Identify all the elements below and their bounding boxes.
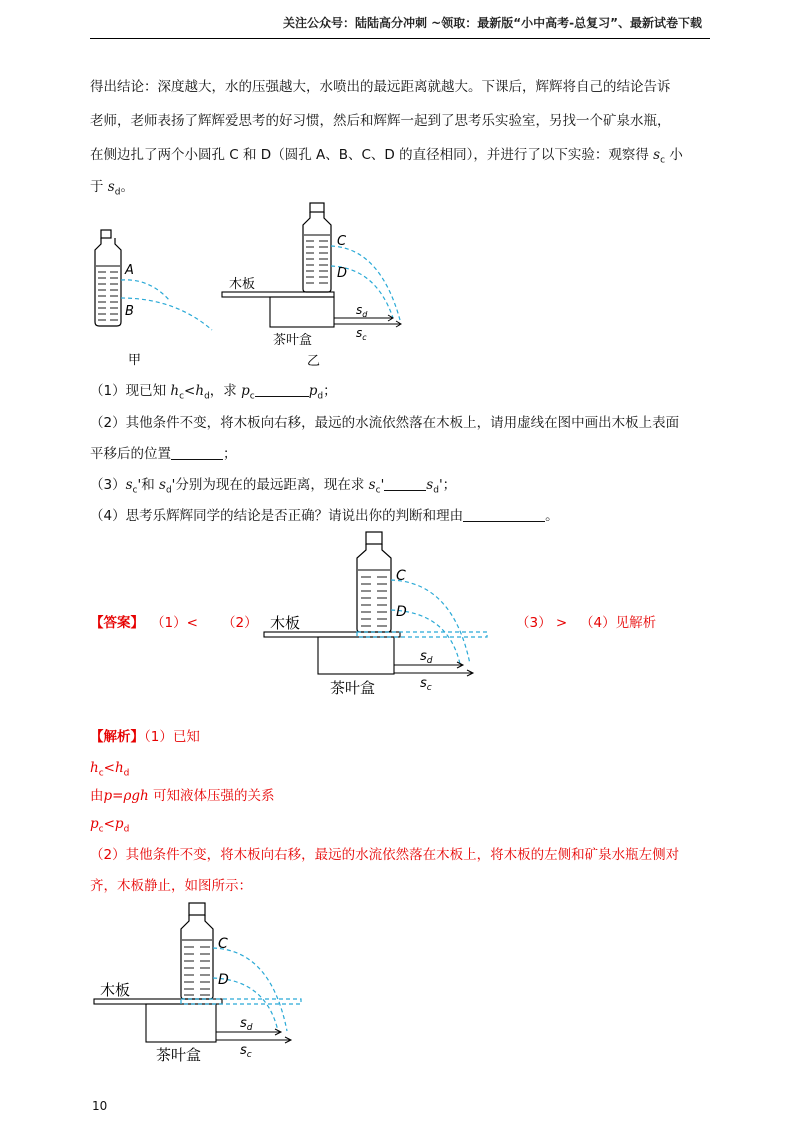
symbol-h: h xyxy=(170,383,180,399)
tea-box xyxy=(318,637,394,674)
symbol-h: h xyxy=(195,383,205,399)
question-2-line-2 xyxy=(90,445,237,463)
analysis-line-3 xyxy=(90,787,275,805)
q2-end: ； xyxy=(223,446,237,462)
answer-3: （3） > xyxy=(516,615,568,631)
caption-yi: 乙 xyxy=(307,354,321,369)
label-sd: $s_d$ xyxy=(240,1016,253,1033)
question-4 xyxy=(90,507,559,525)
label-A: A xyxy=(125,263,134,278)
subscript-d: d xyxy=(123,824,130,835)
subscript-c: c xyxy=(249,391,255,402)
subscript-d: d xyxy=(433,485,439,496)
label-C: C xyxy=(218,936,228,952)
label-sc: $s_c$ xyxy=(356,326,367,342)
symbol-s: s xyxy=(653,147,661,163)
subscript-d: d xyxy=(123,768,130,779)
subscript-c: c xyxy=(660,155,666,166)
label-board: 木板 xyxy=(270,614,301,632)
symbol-h: h xyxy=(114,760,124,776)
label-sc: $s_c$ xyxy=(240,1043,252,1060)
label-C: C xyxy=(337,234,347,249)
board xyxy=(222,292,334,297)
intro-line-3-text: 在侧边扎了两个小圆孔 C 和 D（圆孔 A、B、C、D 的直径相同），并进行了以下实验：观察得 xyxy=(90,147,649,163)
label-board: 木板 xyxy=(100,981,131,999)
analysis-line-4 xyxy=(90,815,129,839)
label-C: C xyxy=(396,568,406,584)
intro-line-3-tail: 小 xyxy=(669,147,683,163)
q2-blank[interactable] xyxy=(171,446,223,460)
figure-answer xyxy=(258,524,498,702)
label-D: D xyxy=(396,604,407,620)
symbol-s: s xyxy=(107,179,115,195)
symbol-p: p xyxy=(90,816,99,832)
intro-line-3 xyxy=(90,146,683,170)
shifted-board-dashed xyxy=(181,999,301,1004)
subscript-c: c xyxy=(98,824,104,835)
intro-line-1: 得出结论：深度越大，水的压强越大，水喷出的最远距离就越大。下课后，辉辉将自己的结论告诉 xyxy=(90,79,671,95)
q1-text-b: ，求 xyxy=(209,383,242,399)
symbol-p: p xyxy=(241,383,250,399)
stream-B xyxy=(121,298,212,330)
q3-blank[interactable] xyxy=(384,477,426,491)
subscript-c: c xyxy=(179,391,185,402)
label-sd: $s_d$ xyxy=(356,303,368,319)
label-sd: $s_d$ xyxy=(420,649,433,666)
label-tea-box: 茶叶盒 xyxy=(156,1046,202,1064)
page-header: 关注公众号：陆陆高分冲刺 ~领取：最新版“小中高考-总复习”、最新试卷下载 xyxy=(283,16,702,30)
symbol-s: s xyxy=(159,477,166,493)
stream-C xyxy=(213,948,287,1031)
analysis-line-5: （2）其他条件不变，将木板向右移，最远的水流依然落在木板上，将木板的左侧和矿泉水瓶左侧对 xyxy=(90,847,680,863)
intro-line-2: 老师，老师表扬了辉辉爱思考的好习惯，然后和辉辉一起到了思考乐实验室，另找一个矿泉水瓶， xyxy=(90,113,671,129)
analysis-l1: （1）已知 xyxy=(144,729,200,745)
symbol-s: s xyxy=(368,477,376,493)
less-than: < xyxy=(103,816,115,832)
bottle xyxy=(181,903,213,999)
analysis-tag: 【解析】 xyxy=(90,729,144,745)
answer-2: （2） xyxy=(222,615,258,631)
figure-analysis xyxy=(88,896,328,1066)
intro-line-4-text: 于 xyxy=(90,179,104,195)
question-3 xyxy=(90,476,456,500)
formula: p=ρgh xyxy=(103,788,149,804)
q3-text: （3） xyxy=(90,477,126,493)
answer-1: （1）< xyxy=(151,615,198,631)
label-board: 木板 xyxy=(229,277,256,292)
q4-text: （4）思考乐辉辉同学的结论是否正确？请说出你的判断和理由 xyxy=(90,508,464,524)
q2-text: 平移后的位置 xyxy=(90,446,171,462)
subscript-d: d xyxy=(165,485,172,496)
period: 。 xyxy=(120,179,134,195)
q3-end: '； xyxy=(438,477,457,493)
shifted-board-dashed xyxy=(357,632,487,637)
bottle-yi xyxy=(303,203,331,292)
tea-box xyxy=(146,1004,216,1042)
analysis-line-1 xyxy=(90,728,200,746)
subscript-d: d xyxy=(204,391,210,402)
label-D: D xyxy=(218,972,229,988)
label-D: D xyxy=(337,266,348,281)
analysis-l3a: 由 xyxy=(90,788,104,804)
q4-end: 。 xyxy=(545,508,559,524)
bottle-jia xyxy=(95,230,121,326)
symbol-s: s xyxy=(125,477,133,493)
symbol-p: p xyxy=(308,383,318,399)
label-sc: $s_c$ xyxy=(420,676,432,693)
symbol-p: p xyxy=(114,816,124,832)
symbol-s: s xyxy=(426,477,434,493)
analysis-line-2 xyxy=(90,759,129,783)
answer-4: （4）见解析 xyxy=(580,615,657,631)
subscript-c: c xyxy=(98,768,104,779)
board xyxy=(264,632,400,637)
caption-jia: 甲 xyxy=(128,353,142,368)
tea-box xyxy=(270,297,334,327)
less-than: < xyxy=(184,383,196,399)
analysis-line-6: 齐，木板静止，如图所示： xyxy=(90,878,252,894)
prime: ' xyxy=(380,477,385,493)
analysis-l3b: 可知液体压强的关系 xyxy=(148,788,275,804)
subscript-d: d xyxy=(317,391,324,402)
subscript-c: c xyxy=(132,485,138,496)
board xyxy=(94,999,222,1004)
bottle xyxy=(357,532,391,632)
q1-end: ； xyxy=(323,383,337,399)
page-number: 10 xyxy=(92,1099,108,1113)
figure-jia-yi xyxy=(80,198,440,370)
answer-tag: 【答案】 xyxy=(90,615,144,631)
question-2-line-1: （2）其他条件不变，将木板向右移，最远的水流依然落在木板上，请用虚线在图中画出木板上表面 xyxy=(90,415,680,431)
less-than: < xyxy=(103,760,115,776)
q3-text-c: '分别为现在的最远距离，现在求 xyxy=(171,477,369,493)
subscript-c: c xyxy=(375,485,381,496)
q4-blank[interactable] xyxy=(463,508,545,522)
label-tea-box: 茶叶盒 xyxy=(273,333,313,348)
label-B: B xyxy=(125,304,134,319)
subscript-d: d xyxy=(114,187,121,198)
stream-C xyxy=(391,580,470,664)
q1-blank[interactable] xyxy=(255,383,309,397)
label-tea-box: 茶叶盒 xyxy=(330,679,376,697)
header-rule xyxy=(90,38,710,39)
question-1 xyxy=(90,382,337,406)
q3-text-b: '和 xyxy=(137,477,159,493)
symbol-h: h xyxy=(90,760,99,776)
q1-text: （1）现已知 xyxy=(90,383,171,399)
